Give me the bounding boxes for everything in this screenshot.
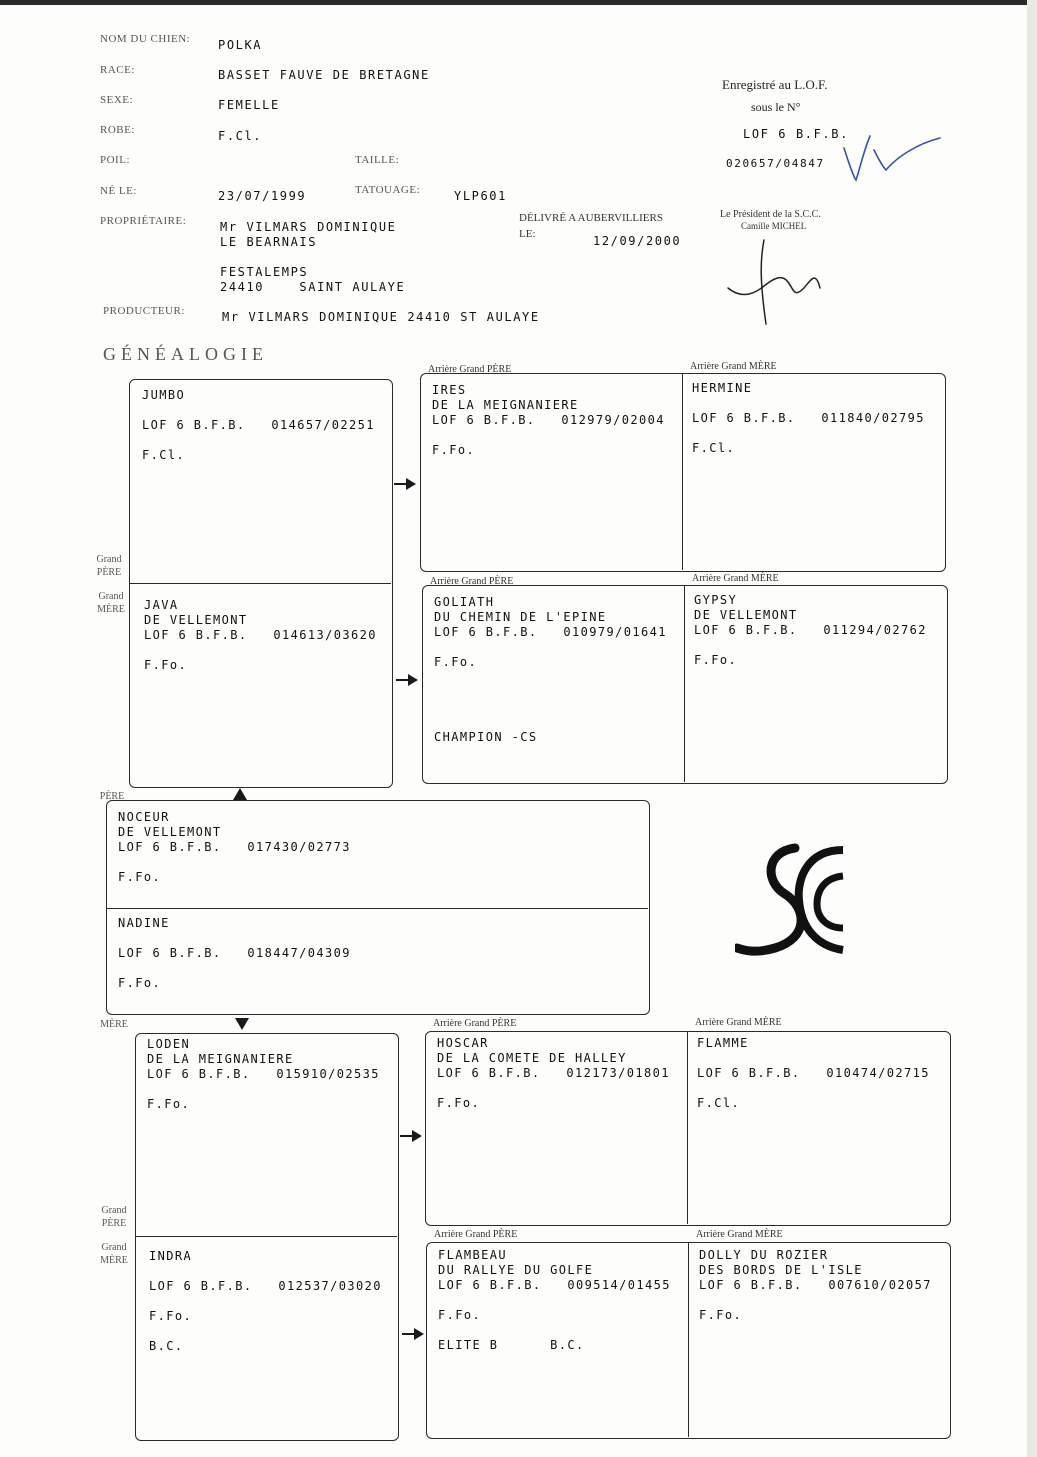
gp1-cell (142, 388, 375, 463)
scc-logo (735, 842, 847, 958)
gp2-cell (147, 1037, 380, 1112)
agp1-color: F.Fo. (432, 443, 476, 457)
president-title: Le Président de la S.C.C. (720, 209, 821, 220)
gm2-cell (149, 1249, 382, 1354)
arrow-right-1 (394, 478, 416, 490)
agp1-cell (432, 383, 665, 458)
agp2-label: Arrière Grand PÈRE (430, 576, 514, 587)
agp4-label: Arrière Grand PÈRE (434, 1229, 518, 1240)
president-signature (720, 236, 830, 331)
registration-line-2: sous le N° (751, 100, 801, 114)
pere-cell (118, 810, 351, 885)
agm2-lof: LOF 6 B.F.B. 011294/02762 (694, 623, 927, 637)
birth-date: 23/07/1999 (218, 189, 307, 203)
coat-color: F.Cl. (218, 129, 263, 143)
gp2-gm2-divider (136, 1236, 397, 1237)
agm3-lof: LOF 6 B.F.B. 010474/02715 (697, 1066, 930, 1080)
mere-side-label: MÈRE (100, 1019, 128, 1030)
agm4-lof: LOF 6 B.F.B. 007610/02057 (699, 1278, 932, 1292)
agp1-lof: LOF 6 B.F.B. 012979/02004 (432, 413, 665, 427)
agm4-cell (699, 1248, 932, 1323)
pere-color: F.Fo. (118, 870, 162, 884)
gp2-name: LODEN (147, 1037, 191, 1051)
agm3-label: Arrière Grand MÈRE (695, 1017, 782, 1028)
gp1-name: JUMBO (142, 388, 186, 402)
nom-label: NOM DU CHIEN: (100, 33, 191, 45)
registration-line-1: Enregistré au L.O.F. (722, 77, 828, 92)
pere-name: NOCEUR (118, 810, 170, 824)
gm2-color: F.Fo. (149, 1309, 193, 1323)
issued-date-label: LE: (519, 228, 536, 240)
agm2-label: Arrière Grand MÈRE (692, 573, 779, 584)
agm2-name2: DE VELLEMONT (694, 608, 798, 622)
agm3-name: FLAMME (697, 1036, 749, 1050)
agp1-label: Arrière Grand PÈRE (428, 364, 512, 375)
issued-date: 12/09/2000 (593, 234, 682, 248)
tattoo: YLP601 (454, 189, 507, 203)
owner-label: PROPRIÉTAIRE: (100, 215, 187, 227)
race-label: RACE: (100, 64, 135, 76)
registration-lof: LOF 6 B.F.B. (743, 127, 849, 141)
agm3-cell (697, 1036, 930, 1111)
mere-lof: LOF 6 B.F.B. 018447/04309 (118, 946, 351, 960)
agp4-cell (438, 1248, 671, 1353)
agp4-name2: DU RALLYE DU GOLFE (438, 1263, 594, 1277)
gm2-name: INDRA (149, 1249, 193, 1263)
arrow-right-4 (402, 1328, 424, 1340)
taille-label: TAILLE: (355, 154, 400, 166)
side-grand-mere-2: Grand MÈRE (100, 1242, 128, 1266)
pere-side-label: PÈRE (99, 791, 125, 802)
gp2-lof: LOF 6 B.F.B. 015910/02535 (147, 1067, 380, 1081)
agm1-label: Arrière Grand MÈRE (690, 361, 777, 372)
pere-name2: DE VELLEMONT (118, 825, 222, 839)
owner-line-3: FESTALEMPS (220, 265, 309, 279)
gm1-cell (144, 598, 377, 673)
agp4-extra: ELITE B B.C. (438, 1338, 585, 1352)
mere-name: NADINE (118, 916, 170, 930)
agm4-label: Arrière Grand MÈRE (696, 1229, 783, 1240)
poil-label: POIL: (100, 154, 130, 166)
parents-divider (107, 908, 648, 909)
gp2-name2: DE LA MEIGNANIERE (147, 1052, 294, 1066)
scan-right-edge (1027, 0, 1037, 1457)
scan-top-border (0, 0, 1037, 5)
owner-line-2: LE BEARNAIS (220, 235, 318, 249)
agp4-name: FLAMBEAU (438, 1248, 507, 1262)
producer-label: PRODUCTEUR: (103, 305, 185, 317)
blue-initials-signature (840, 128, 945, 186)
issued-at-label: DÉLIVRÉ A AUBERVILLIERS (519, 212, 663, 224)
breed: BASSET FAUVE DE BRETAGNE (218, 68, 430, 82)
agp1-agm1-divider (682, 374, 683, 570)
producer: Mr VILMARS DOMINIQUE 24410 ST AULAYE (222, 310, 540, 324)
agm4-name: DOLLY DU ROZIER (699, 1248, 829, 1262)
president-name: Camille MICHEL (741, 221, 807, 231)
robe-label: ROBE: (100, 124, 135, 136)
agp2-agm2-divider (684, 586, 685, 782)
arrow-right-2 (396, 674, 418, 686)
agm3-color: F.Cl. (697, 1096, 741, 1110)
arrow-right-3 (400, 1130, 422, 1142)
genealogie-title: GÉNÉALOGIE (103, 344, 268, 364)
agp2-cell (434, 595, 667, 745)
gm2-lof: LOF 6 B.F.B. 012537/03020 (149, 1279, 382, 1293)
agp3-name2: DE LA COMETE DE HALLEY (437, 1051, 627, 1065)
mere-cell (118, 916, 351, 991)
gp1-color: F.Cl. (142, 448, 186, 462)
gp1-gm1-divider (130, 583, 391, 584)
agp3-agm3-divider (687, 1032, 688, 1224)
dog-name: POLKA (218, 38, 263, 52)
gm1-color: F.Fo. (144, 658, 188, 672)
agp1-name2: DE LA MEIGNANIERE (432, 398, 579, 412)
gm1-lof: LOF 6 B.F.B. 014613/03620 (144, 628, 377, 642)
owner-line-1: Mr VILMARS DOMINIQUE (220, 220, 397, 234)
sex: FEMELLE (218, 98, 280, 112)
agm4-name2: DES BORDS DE L'ISLE (699, 1263, 863, 1277)
gp2-color: F.Fo. (147, 1097, 191, 1111)
arrow-up-pere (233, 788, 247, 800)
side-grand-pere-1: Grand PÈRE (96, 554, 122, 578)
gm1-name: JAVA (144, 598, 179, 612)
agm1-name: HERMINE (692, 381, 753, 395)
gp1-lof: LOF 6 B.F.B. 014657/02251 (142, 418, 375, 432)
agp4-lof: LOF 6 B.F.B. 009514/01455 (438, 1278, 671, 1292)
agm1-color: F.Cl. (692, 441, 736, 455)
agp3-name: HOSCAR (437, 1036, 489, 1050)
agp3-cell (437, 1036, 670, 1111)
agp2-lof: LOF 6 B.F.B. 010979/01641 (434, 625, 667, 639)
agp4-color: F.Fo. (438, 1308, 482, 1322)
owner-line-4: 24410 SAINT AULAYE (220, 280, 406, 294)
gm1-name2: DE VELLEMONT (144, 613, 248, 627)
pere-lof: LOF 6 B.F.B. 017430/02773 (118, 840, 351, 854)
tatouage-label: TATOUAGE: (355, 184, 421, 196)
agp4-agm4-divider (688, 1243, 689, 1437)
agp2-title: CHAMPION -CS (434, 730, 538, 744)
agm2-cell (694, 593, 927, 668)
agp2-name2: DU CHEMIN DE L'EPINE (434, 610, 607, 624)
mere-color: F.Fo. (118, 976, 162, 990)
agp3-color: F.Fo. (437, 1096, 481, 1110)
birth-label: NÉ LE: (100, 185, 137, 197)
agp3-lof: LOF 6 B.F.B. 012173/01801 (437, 1066, 670, 1080)
agm2-name: GYPSY (694, 593, 738, 607)
agm4-color: F.Fo. (699, 1308, 743, 1322)
agp1-name: IRES (432, 383, 467, 397)
sexe-label: SEXE: (100, 94, 134, 106)
registration-number: 020657/04847 (726, 157, 825, 170)
agm2-color: F.Fo. (694, 653, 738, 667)
agp3-label: Arrière Grand PÈRE (433, 1018, 517, 1029)
side-grand-mere-1: Grand MÈRE (97, 591, 125, 615)
side-grand-pere-2: Grand PÈRE (101, 1205, 127, 1229)
agm1-lof: LOF 6 B.F.B. 011840/02795 (692, 411, 925, 425)
gm2-extra: B.C. (149, 1339, 184, 1353)
agm1-cell (692, 381, 925, 456)
agp2-color: F.Fo. (434, 655, 478, 669)
arrow-down-mere (235, 1018, 249, 1030)
agp2-name: GOLIATH (434, 595, 495, 609)
